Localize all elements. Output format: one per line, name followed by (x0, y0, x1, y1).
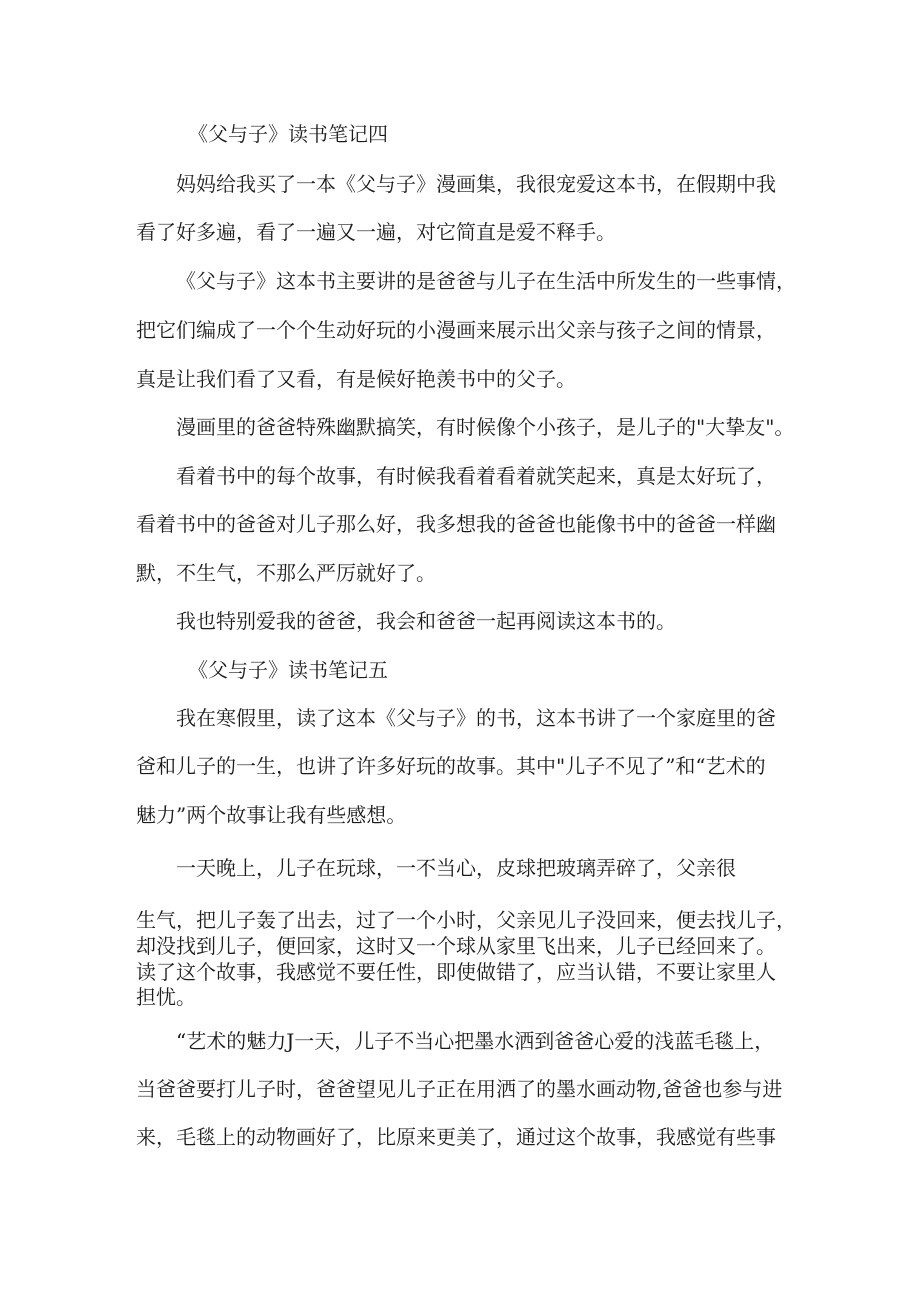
paragraph-7-line-2: 生气，把儿子轰了出去，过了一个小时，父亲见儿子没回来，便去找儿子， (136, 908, 796, 932)
paragraph-8-line-3: 来，毛毯上的动物画好了，比原来更美了，通过这个故事，我感觉有些事 (136, 1125, 776, 1149)
paragraph-6-line-1: 我在寒假里，读了这本《父与子》的书，这本书讲了一个家庭里的爸 (176, 706, 776, 730)
paragraph-7-line-4: 读了这个故事，我感觉不要任性，即使做错了，应当认错，不要让家里人 (136, 960, 776, 984)
paragraph-6-line-2: 爸和儿子的一生，也讲了许多好玩的故事。其中"儿子不见了”和“艺术的 (136, 754, 766, 778)
paragraph-1-line-1: 妈妈给我买了一本《父与子》漫画集，我很宠爱这本书，在假期中我 (176, 172, 776, 196)
paragraph-6-line-3: 魅力”两个故事让我有些感想。 (136, 803, 407, 827)
paragraph-4-line-3: 默，不生气，不那么严厉就好了。 (136, 561, 436, 585)
section-title-notes-4: 《父与子》读书笔记四 (188, 122, 388, 146)
paragraph-8-line-2: 当爸爸要打儿子时，爸爸望见儿子正在用洒了的墨水画动物,爸爸也参与进 (136, 1077, 783, 1101)
section-title-notes-5: 《父与子》读书笔记五 (188, 658, 388, 682)
paragraph-1-line-2: 看了好多遍，看了一遍又一遍，对它简直是爱不释手。 (136, 220, 616, 244)
paragraph-7-line-5: 担忧。 (136, 985, 196, 1009)
paragraph-8-line-1: “艺术的魅力J一天，儿子不当心把墨水洒到爸爸心爱的浅蓝毛毯上， (176, 1029, 775, 1053)
paragraph-7-line-1: 一天晚上，儿子在玩球，一不当心，皮球把玻璃弄碎了，父亲很 (176, 856, 736, 880)
paragraph-2-line-2: 把它们编成了一个个生动好玩的小漫画来展示出父亲与孩子之间的情景， (136, 318, 776, 342)
paragraph-2-line-1: 《父与子》这本书主要讲的是爸爸与儿子在生活中所发生的一些事情， (176, 269, 796, 293)
paragraph-4-line-1: 看着书中的每个故事，有时候我看着看着就笑起来，真是太好玩了， (176, 464, 776, 488)
paragraph-4-line-2: 看着书中的爸爸对儿子那么好，我多想我的爸爸也能像书中的爸爸一样幽 (136, 512, 776, 536)
paragraph-7-line-3: 却没找到儿子，便回家，这时又一个球从家里飞出来，儿子已经回来了。 (136, 934, 776, 958)
paragraph-2-line-3: 真是让我们看了又看，有是候好艳羡书中的父子。 (136, 367, 576, 391)
paragraph-3-line-1: 漫画里的爸爸特殊幽默搞笑，有时候像个小孩子，是儿子的"大挚友"。 (176, 415, 795, 439)
paragraph-5-line-1: 我也特别爱我的爸爸，我会和爸爸一起再阅读这本书的。 (176, 609, 676, 633)
